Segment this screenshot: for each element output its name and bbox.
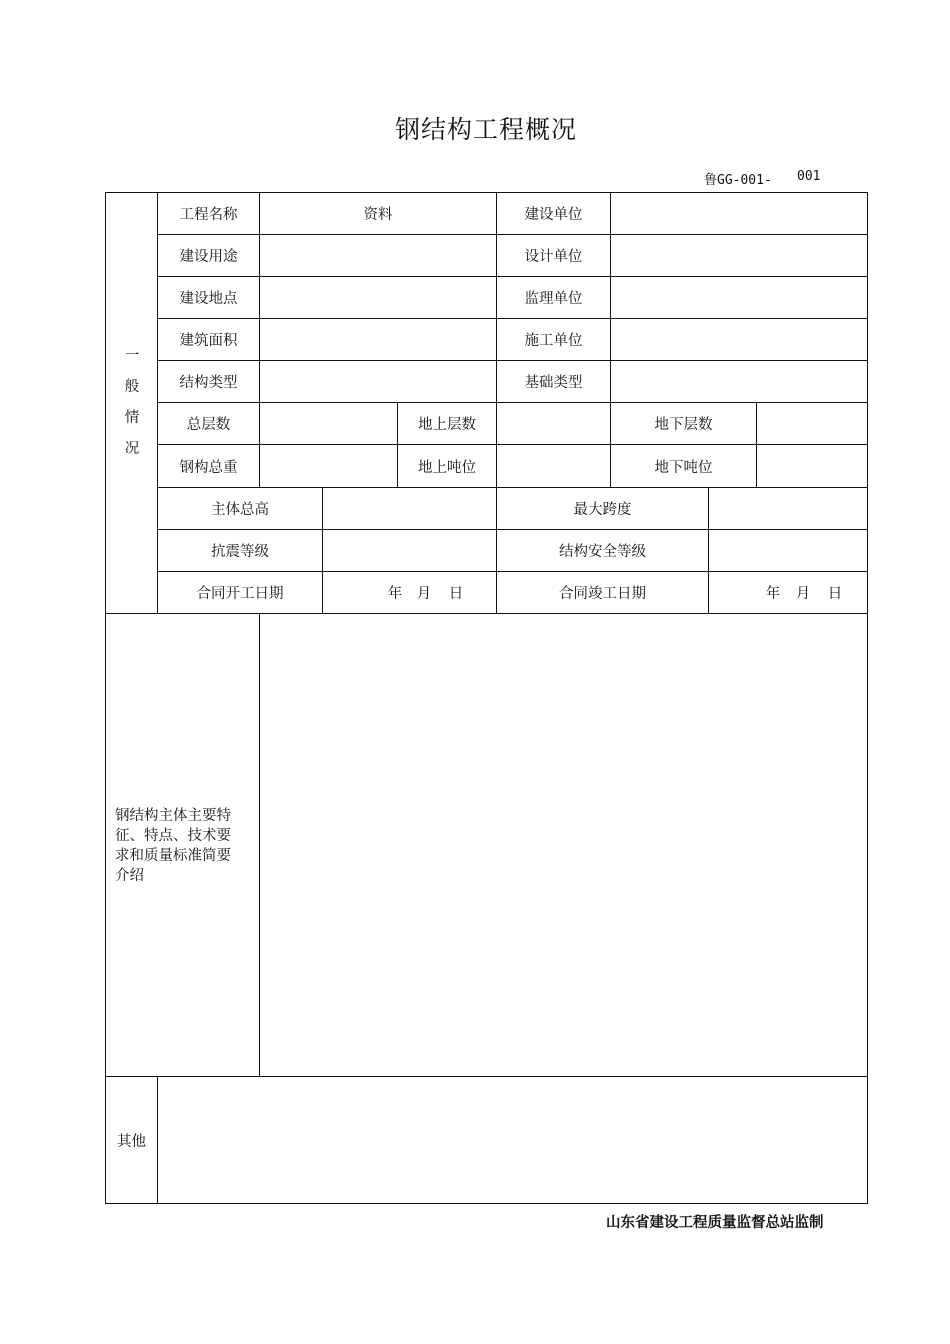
total-floors-label: 总层数 [186,417,231,433]
owner-value[interactable] [611,193,867,234]
form-number: 001 [797,169,821,184]
safety-grade-value[interactable] [709,530,867,571]
tonnage-below-value[interactable] [757,445,867,487]
general-section-label [106,341,158,465]
supervisor-label: 监理单位 [524,291,583,307]
start-date-day: 日 [448,586,464,602]
area-value[interactable] [260,319,496,360]
general-label-char: 般 [124,379,140,395]
tonnage-above-label: 地上吨位 [418,459,476,476]
general-label-char: 情 [124,410,140,426]
purpose-label: 建设用途 [179,249,238,265]
supervisor-value[interactable] [611,277,867,318]
max-span-value[interactable] [709,488,867,529]
floors-above-value[interactable] [497,403,610,444]
owner-label: 建设单位 [524,207,583,223]
issuer-footer: 山东省建设工程质量监督总站监制 [606,1214,824,1231]
other-label: 其他 [117,1133,146,1150]
description-label: 钢结构主体主要特征、特点、技术要求和质量标准简要介绍 [115,808,231,884]
location-value[interactable] [260,277,496,318]
purpose-value[interactable] [260,235,496,276]
structure-type-label: 结构类型 [179,375,238,391]
seismic-grade-label: 抗震等级 [211,544,269,560]
location-label: 建设地点 [179,291,238,307]
end-date-month: 月 [795,586,811,602]
area-label: 建筑面积 [179,333,238,349]
general-label-char: 况 [124,441,140,457]
other-value[interactable] [158,1077,867,1203]
floors-above-label: 地上层数 [418,417,476,433]
end-date-year: 年 [765,586,781,602]
floors-below-value[interactable] [757,403,867,444]
steel-weight-value[interactable] [260,445,397,487]
start-date-month: 月 [416,586,432,602]
floors-below-label: 地下层数 [654,417,713,433]
form-code: 鲁GG-001- [704,173,772,188]
tonnage-above-value[interactable] [497,445,610,487]
project-name-value[interactable]: 资料 [363,207,393,223]
tonnage-below-label: 地下吨位 [654,459,713,476]
start-date-year: 年 [387,586,403,602]
description-value[interactable] [260,614,867,1076]
end-date-day: 日 [827,586,843,602]
project-name-label: 工程名称 [179,207,238,223]
max-span-label: 最大跨度 [573,502,632,518]
main-height-value[interactable] [323,488,496,529]
contractor-label: 施工单位 [524,333,583,349]
designer-label: 设计单位 [524,249,583,265]
designer-value[interactable] [611,235,867,276]
document-title: 钢结构工程概况 [394,115,577,144]
safety-grade-label: 结构安全等级 [559,544,646,560]
total-floors-value[interactable] [260,403,397,444]
seismic-grade-value[interactable] [323,530,496,571]
end-date-label: 合同竣工日期 [559,586,646,602]
foundation-type-label: 基础类型 [524,375,583,391]
start-date-label: 合同开工日期 [196,586,284,602]
foundation-type-value[interactable] [611,361,867,402]
steel-weight-label: 钢构总重 [179,459,238,476]
structure-type-value[interactable] [260,361,496,402]
main-height-label: 主体总高 [211,502,269,518]
general-label-char: 一 [124,348,140,364]
contractor-value[interactable] [611,319,867,360]
